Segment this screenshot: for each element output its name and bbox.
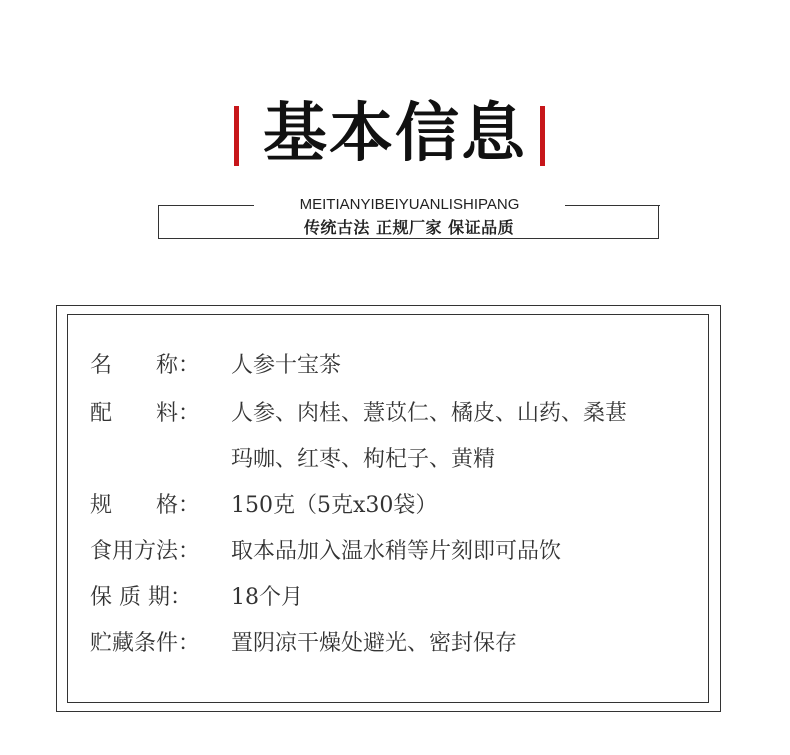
usage-value: 取本品加入温水稍等片刻即可品饮 (231, 539, 562, 564)
ingredients-label: 配 料： (90, 401, 201, 426)
spec-value: 150克（5克x30袋） (231, 493, 438, 518)
storage-value: 置阴凉干燥处避光、密封保存 (231, 631, 518, 656)
pinyin-subtitle: MEITIANYIBEIYUANLISHIPANG (299, 196, 520, 213)
ingredients-value-line2: 玛咖、红枣、枸杞子、黄精 (231, 447, 496, 472)
name-value: 人参十宝茶 (231, 353, 342, 378)
info-row-ingredients (90, 399, 628, 429)
slogan-frame-top-right-line (565, 205, 660, 206)
info-row-spec (90, 491, 438, 521)
page-title: 基本信息 (263, 97, 527, 171)
info-row-usage (90, 537, 562, 567)
spec-label: 规 格： (90, 493, 201, 518)
shelf-life-label: 保 质 期： (90, 585, 192, 610)
title-accent-bar-right (540, 106, 545, 166)
info-row-name (90, 351, 342, 381)
info-row-storage (90, 629, 518, 659)
title-accent-bar-left (234, 106, 239, 166)
usage-label: 食用方法： (90, 539, 201, 564)
name-label: 名 称： (90, 353, 201, 378)
slogan-frame-top-left-line (158, 205, 254, 206)
storage-label: 贮藏条件： (90, 631, 201, 656)
ingredients-value-line1: 人参、肉桂、薏苡仁、橘皮、山药、桑葚 (231, 401, 628, 426)
slogan-text: 传统古法 正规厂家 保证品质 (303, 218, 515, 237)
info-row-shelf-life (90, 583, 303, 613)
shelf-life-value: 18个月 (231, 585, 303, 610)
